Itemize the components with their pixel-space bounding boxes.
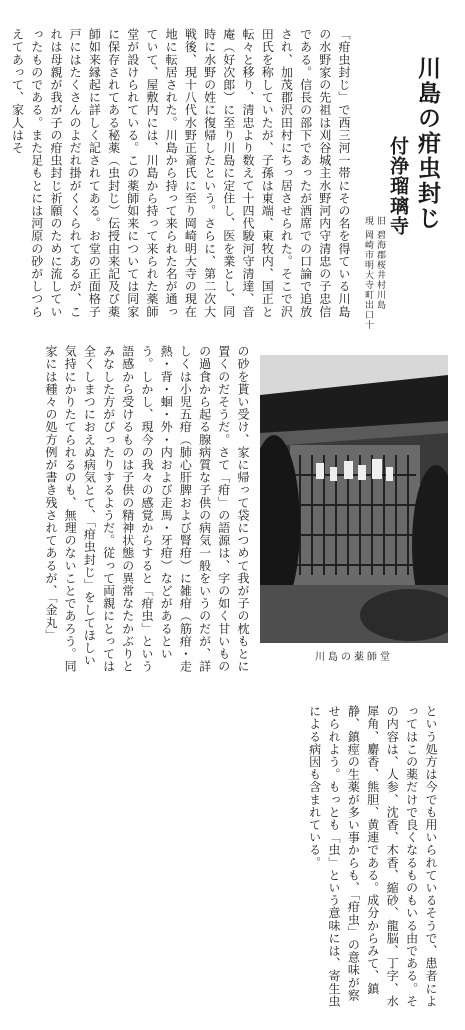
new-address-label: 現 bbox=[363, 216, 373, 226]
address-block bbox=[362, 216, 386, 366]
body-text-middle bbox=[22, 345, 252, 675]
body-paragraph-3: という処方は今でも用いられているそうで、患者によってはこの薬だけで良くなるものもいる由である。その内容は、人参、沈香、木香、縮砂、龍脳、丁字、水犀角、麝香、熊胆、黄連である。成分からみて、鎮静、鎮痙の生薬が多い事からも、「疳虫」の意味が察せられよう。もっとも「虫」という意味には、寄生虫による病因も含まれている。 bbox=[307, 705, 438, 1008]
body-text-bottom bbox=[225, 705, 440, 1010]
photo-caption: 川島の薬師堂 bbox=[315, 652, 393, 663]
page-title: 川島の疳虫封じ bbox=[414, 56, 440, 231]
body-paragraph-1: 「疳虫封じ」で西三河一帯にその名を得ている川島の水野家の先祖は刈谷城主水野河内守清忠の子忠信である。信長の部下であったが酒席での口論で追放され、加茂郡沢田村にちっ居させられた。そこで沢田氏を称していたが、子孫は東端、東牧内、国正と転々と移り、清忠より数えて十四代駿河守清達、音庵（好次郎）に至り川島に定住し、医を業とし、同時に水野の姓に復帰したという。さらに、第二次大戦後、現十八代水野正斎氏に至り岡崎明大寺の現在地に転居された。川島から持って来られた名が通っていて、屋敷内には、川島から持って来られた薬師堂が設けられている。この薬師如来については同家に保存されてある秘薬（虫封じ）伝授由来記及び薬師如来縁起に詳しく記されてある。お堂の正面格子戸にはたくさんのよだれ掛がくくられてあるが、これは母親が我が子の疳虫封じ祈願のために流していったものである。また足もとには河原の砂がしつらえてあって、家人はそ bbox=[10, 28, 351, 318]
temple-photo bbox=[260, 355, 448, 643]
body-paragraph-2: の砂を貰い受け、家に帰って袋につめて我が子の枕もとに置くのだそうだ。さて「疳」の語源は、字の如く甘いものの過食から起る腺病質な子供の病気一般をいうのだが、詳しくは小児五疳（肺心肝脾および腎疳）に雑疳（筋疳・走熱・背・蛔・外・内および走馬・牙疳）などがあるという。しかし、現今の我々の感覚からすると「疳虫」という語感から受けるものは子供の精神状態の異常なたかぶりとみなした方がぴったりするようだ。従って両親にとっては全くしまつにおえぬ病気とて、「疳虫封じ」をしてほしい気持にかりたてられるのも、無理のないことであろう。同家には種々の処方例が書き残されてあるが、「金丸」 bbox=[43, 345, 250, 673]
body-text-top bbox=[8, 28, 353, 328]
old-address: 碧海郡桜井村川島 bbox=[375, 229, 385, 310]
page-subtitle: 付浄瑠璃寺 bbox=[387, 136, 409, 236]
yakushido-photo-image bbox=[260, 355, 448, 643]
new-address: 岡崎市明大寺町出口十 bbox=[363, 229, 373, 330]
old-address-label: 旧 bbox=[375, 216, 385, 226]
